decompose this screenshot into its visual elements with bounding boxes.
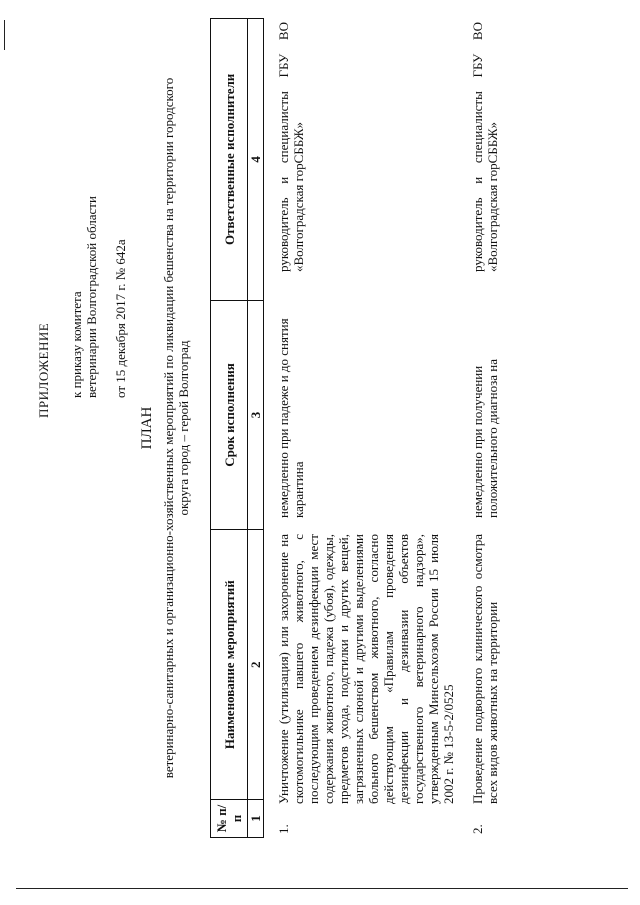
plan-table-header — [210, 18, 264, 838]
column-number: 3 — [248, 300, 264, 530]
appendix-block — [36, 48, 128, 508]
column-number: 4 — [248, 19, 264, 301]
row-responsible: руководитель и специалисты ГБУ ВО «Волгоградская горСББЖ» — [470, 22, 500, 272]
plan-subtitle: округа город – герой Волгоград — [176, 340, 191, 516]
row-responsible: руководитель и специалисты ГБУ ВО «Волгоградская горСББЖ» — [276, 22, 306, 272]
column-number: 1 — [248, 800, 264, 838]
row-term: немедленно при падеже и до снятия карантина — [276, 318, 306, 518]
scan-edge-line-bottom — [16, 888, 628, 889]
appendix-date: от 15 декабря 2017 г. № 642а — [113, 239, 128, 398]
plan-title: ПЛАН — [139, 406, 155, 450]
header-number: № п/п — [211, 800, 248, 838]
header-name: Наименование мероприятий — [211, 530, 248, 800]
appendix-line: ветеринарии Волгоградской области — [84, 196, 99, 398]
rotated-page — [18, 22, 598, 868]
row-number: 2. — [470, 824, 485, 834]
appendix-heading: ПРИЛОЖЕНИЕ — [36, 322, 51, 418]
scan-edge-line-top — [4, 20, 5, 50]
row-measure: Проведение подворного клинического осмотра всех видов животных на территории — [470, 534, 500, 804]
row-measure: Уничтожение (утилизация) или захоронение на скотомогильнике павшего животного, с последующим проведением дезинфекции мест содержания животного, падежа (убоя), одежды, предметов ухода, подстилки и других вещей, загрязненных слюной и другими выделениями больного бешенством животного, согласно действующим «Правилам проведения дезинфекции и дезинвазии объектов государственного ветеринарного надзора», утвержденным Минсельхозом России 15 июля 2002 г. № 13-5-2/0525 — [276, 534, 456, 804]
row-term: немедленно при получении положительного диагноза на — [470, 359, 500, 518]
plan-subtitle: ветеринарно-санитарных и организационно-хозяйственных мероприятий по ликвидации бешенства на территории городского — [161, 77, 176, 779]
row-number: 1. — [276, 824, 291, 834]
header-responsible: Ответственные исполнители — [211, 19, 248, 301]
plan-rows — [276, 18, 514, 838]
header-term: Срок исполнения — [211, 300, 248, 530]
plan-heading — [140, 48, 191, 808]
table-row — [276, 18, 456, 838]
table-row — [470, 18, 500, 838]
column-number: 2 — [248, 530, 264, 800]
appendix-line: к приказу комитета — [69, 291, 84, 398]
